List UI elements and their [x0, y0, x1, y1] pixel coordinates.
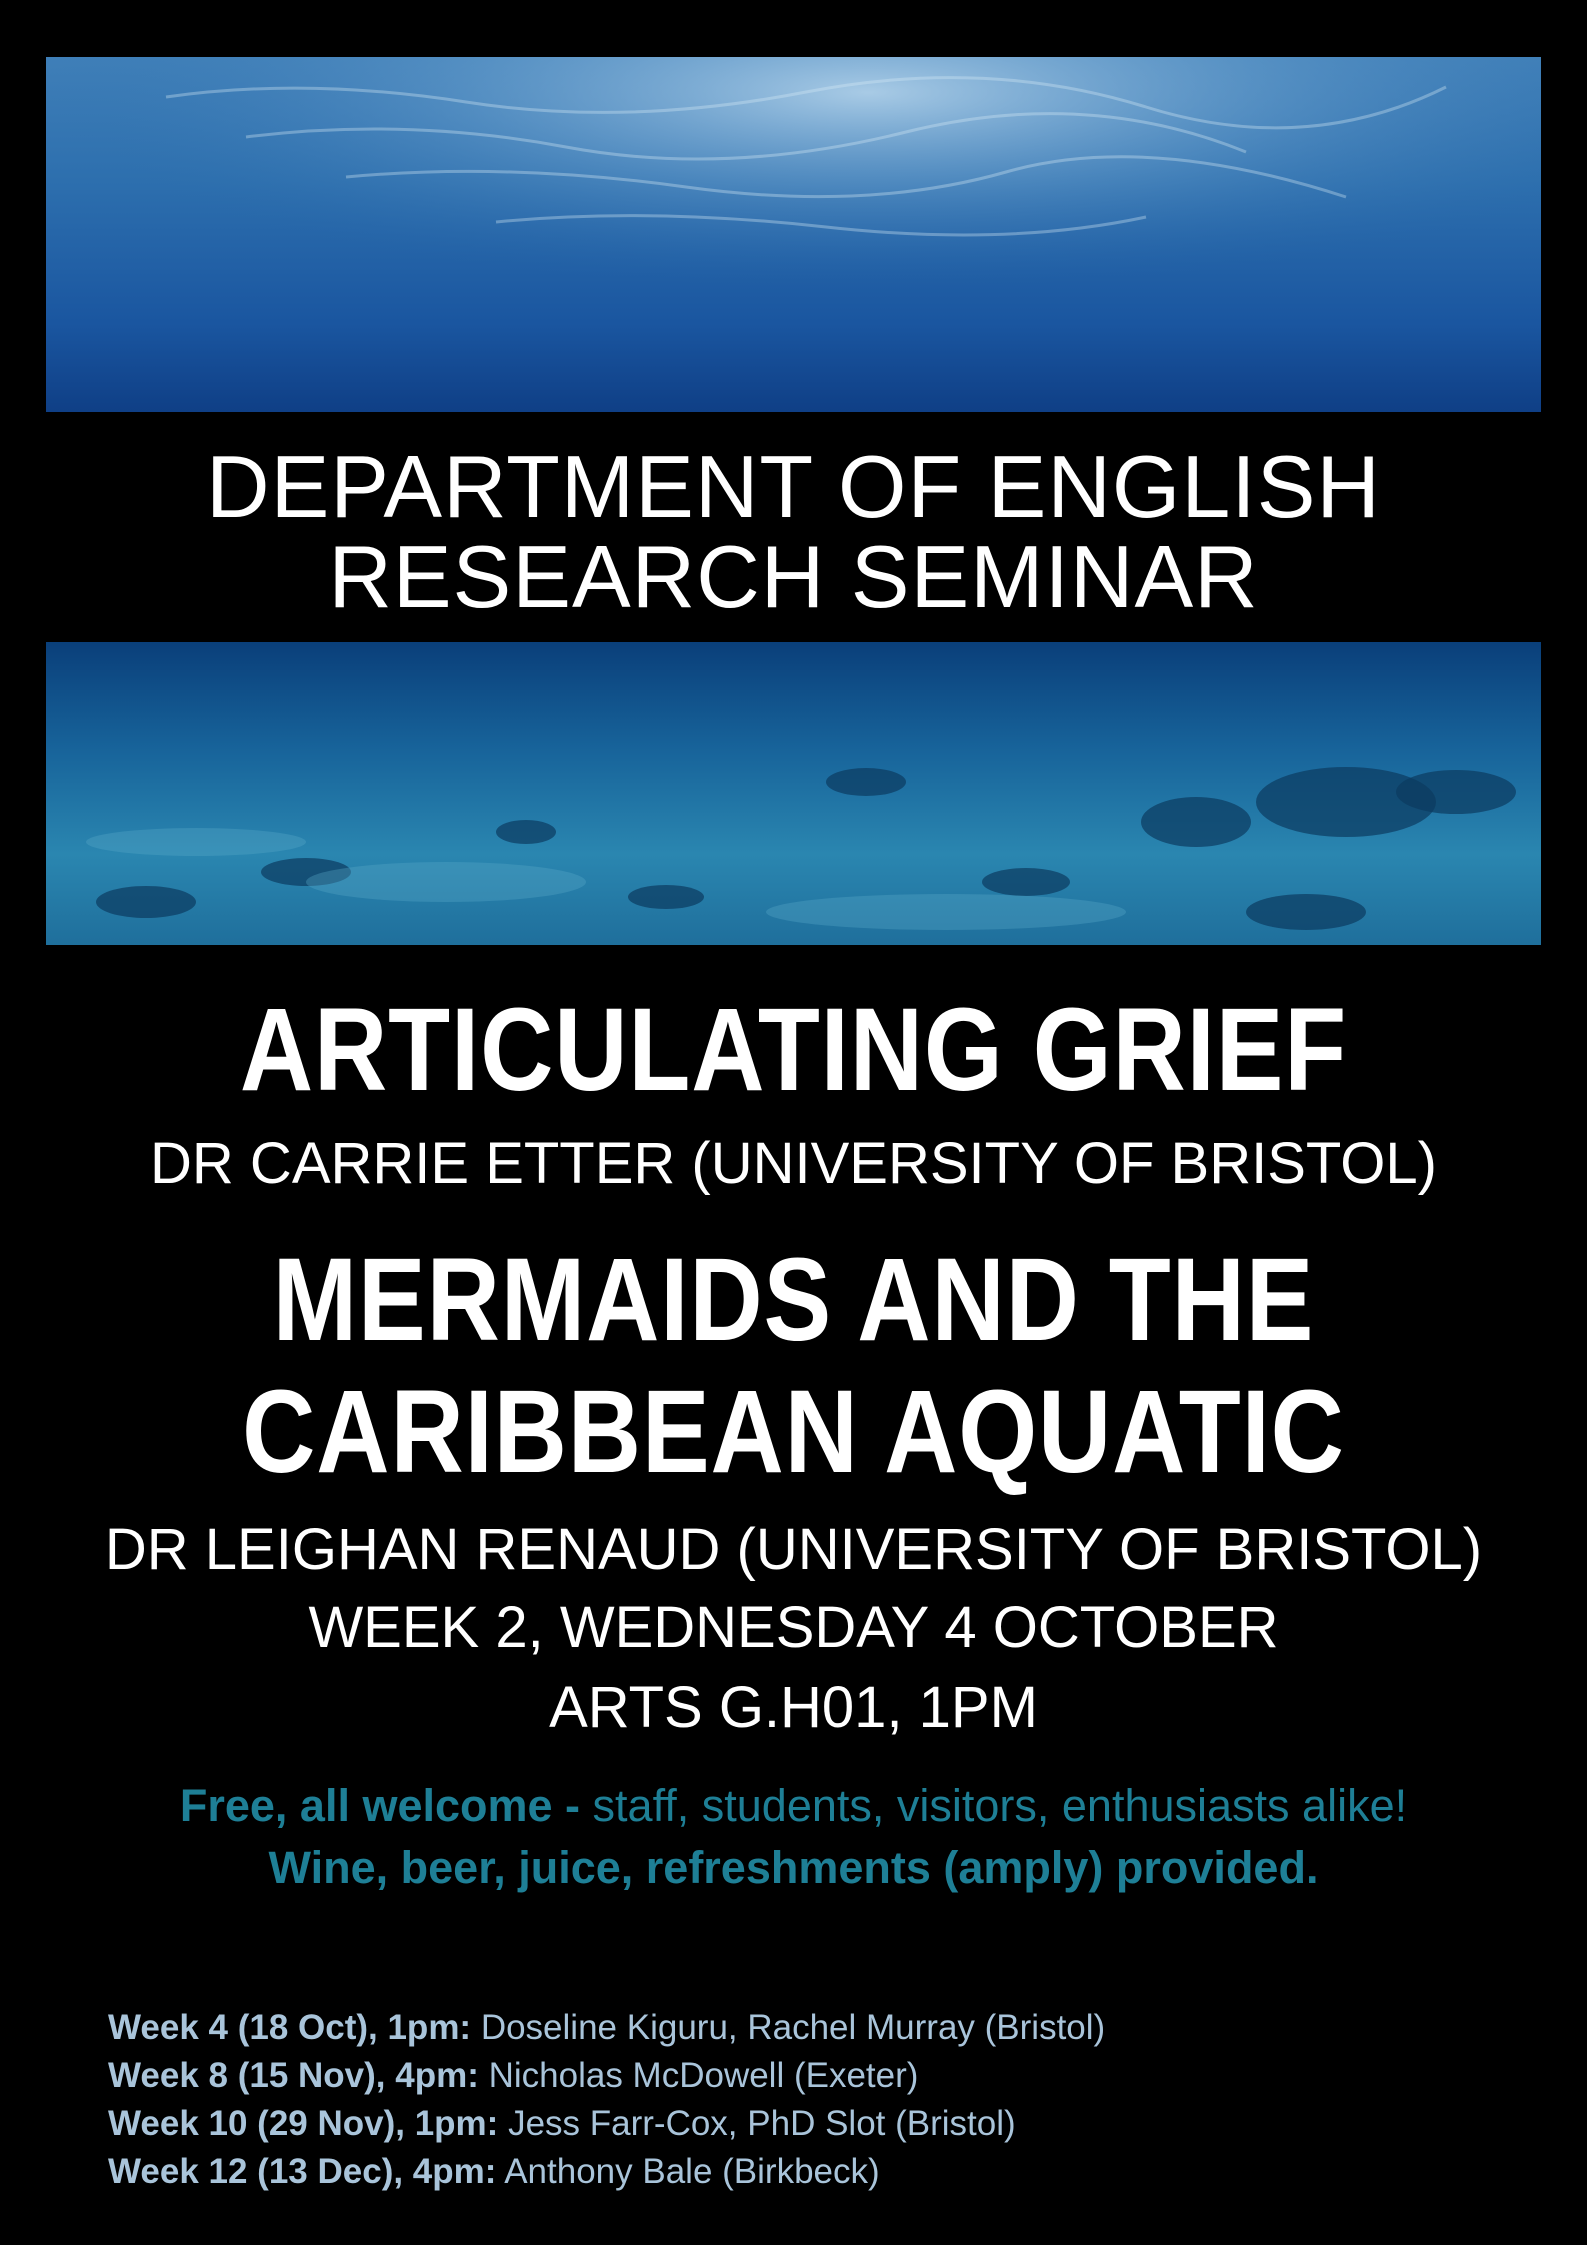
schedule-row: [108, 2052, 1508, 2100]
schedule-row: [108, 2004, 1508, 2052]
schedule-who: Jess Farr-Cox, PhD Slot (Bristol): [498, 2104, 1016, 2143]
schedule-who: Anthony Bale (Birkbeck): [496, 2152, 880, 2191]
welcome-line: [0, 1776, 1587, 1836]
seminar-heading: [0, 437, 1587, 626]
event-date: WEEK 2, WEDNESDAY 4 OCTOBER: [308, 1595, 1279, 1660]
talk-1-speaker: DR CARRIE ETTER (UNIVERSITY OF BRISTOL): [150, 1131, 1437, 1196]
talk-1-title: ARTICULATING GRIEF: [239, 984, 1348, 1116]
heading-line-2: RESEARCH SEMINAR: [328, 527, 1259, 626]
schedule-who: Nicholas McDowell (Exeter): [478, 2056, 919, 2095]
upcoming-schedule: [108, 2004, 1508, 2196]
heading-line-1: DEPARTMENT OF ENGLISH: [206, 437, 1381, 536]
schedule-who: Doseline Kiguru, Rachel Murray (Bristol): [471, 2008, 1106, 2047]
schedule-when: Week 4 (18 Oct), 1pm:: [108, 2008, 472, 2047]
sea-floor-image: [46, 642, 1541, 945]
schedule-row: [108, 2100, 1508, 2148]
schedule-when: Week 8 (15 Nov), 4pm:: [108, 2056, 479, 2095]
event-place-time: ARTS G.H01, 1PM: [549, 1675, 1038, 1740]
ocean-surface-image: [46, 57, 1541, 412]
schedule-when: Week 12 (13 Dec), 4pm:: [108, 2152, 497, 2191]
welcome-bold: Free, all welcome -: [179, 1780, 581, 1831]
welcome-rest: staff, students, visitors, enthusiasts alike!: [580, 1780, 1408, 1831]
talk-2-speaker: DR LEIGHAN RENAUD (UNIVERSITY OF BRISTOL): [104, 1517, 1483, 1582]
refreshments-line: Wine, beer, juice, refreshments (amply) provided.: [268, 1842, 1319, 1893]
schedule-row: [108, 2148, 1508, 2196]
schedule-when: Week 10 (29 Nov), 1pm:: [108, 2104, 499, 2143]
talk-2-title-line-1: MERMAIDS AND THE: [272, 1234, 1315, 1366]
talk-2-title-line-2: CARIBBEAN AQUATIC: [242, 1366, 1345, 1498]
